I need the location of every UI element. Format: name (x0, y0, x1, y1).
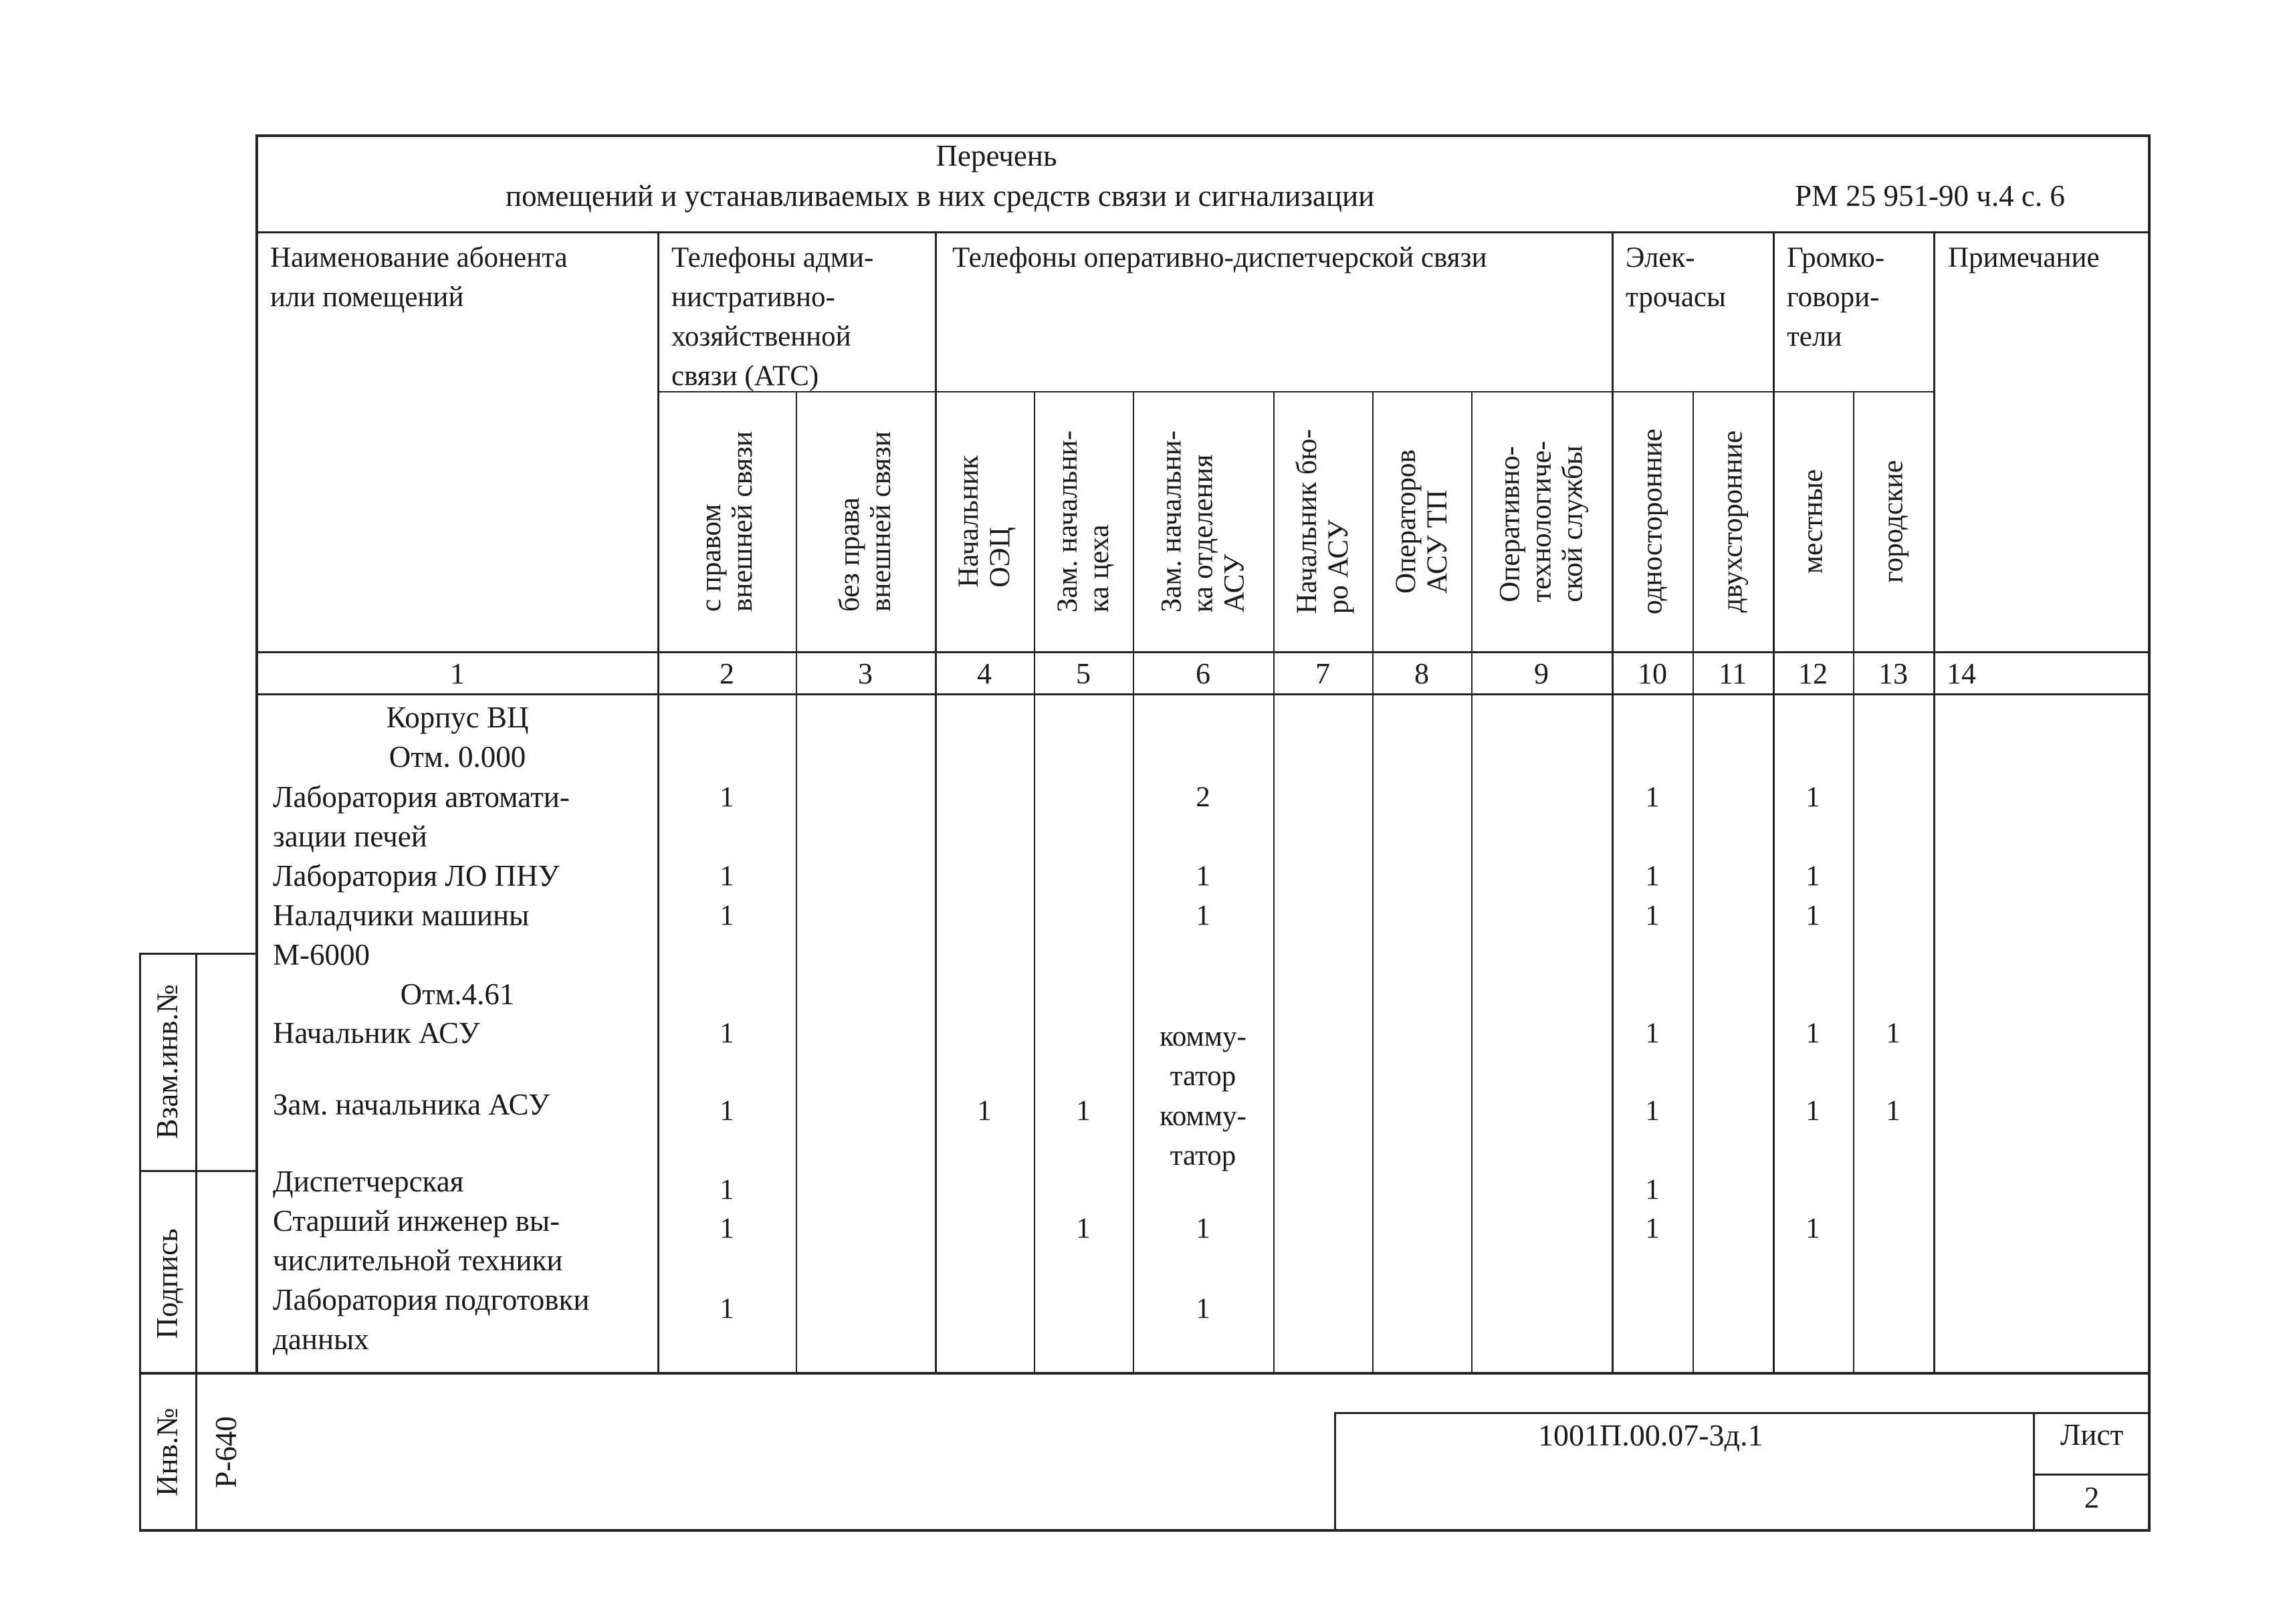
subheader-local: местные (1797, 469, 1829, 574)
table-cell: 1 (1645, 782, 1660, 813)
col-number: 1 (450, 657, 465, 690)
table-cell: 1 (1806, 1018, 1820, 1049)
document-subtitle: помещений и устанавливаемых в них средств связи и сигнализации (506, 179, 1375, 213)
table-cell: 1 (720, 1174, 734, 1205)
footer-sheet-label: Лист (2060, 1418, 2124, 1452)
table-cell: 1 (1886, 1018, 1900, 1049)
stamp-signature: Подпись (150, 1228, 184, 1339)
row-name: Корпус ВЦ (386, 701, 529, 734)
table-cell: 1 (1196, 1293, 1210, 1324)
table-cell: комму- татор (1160, 1021, 1246, 1092)
row-name: Начальник АСУ (273, 1016, 480, 1050)
table-cell: 1 (1806, 900, 1820, 931)
subheader-one-way: односторонние (1636, 429, 1668, 614)
document-code: РМ 25 951-90 ч.4 с. 6 (1795, 179, 2065, 213)
col-number: 10 (1638, 657, 1667, 690)
document-title: Перечень (936, 139, 1057, 172)
col-number: 7 (1315, 657, 1330, 690)
subheader-operational-service: Оперативно- технологиче- ской службы (1494, 441, 1589, 602)
row-name: Отм.4.61 (400, 977, 515, 1011)
row-name: Отм. 0.000 (389, 740, 526, 774)
row-name: Лаборатория ЛО ПНУ (273, 859, 560, 893)
stamp-inventory-value: Р-640 (209, 1416, 243, 1488)
col-number: 12 (1798, 657, 1828, 690)
table-cell: 1 (1196, 900, 1210, 931)
col-number: 11 (1718, 657, 1747, 690)
row-name: Лаборатория подготовки (273, 1283, 590, 1316)
subheader-head-oec: Начальник ОЭЦ (953, 455, 1016, 588)
table-cell: 1 (1806, 860, 1820, 892)
footer-doc-code: 1001П.00.07-3д.1 (1538, 1418, 1763, 1452)
subheader-deputy-dept-head: Зам. начальни- ка отделения АСУ (1156, 430, 1251, 613)
header-dispatch-phones: Телефоны оперативно-диспетчерской связи (952, 242, 1487, 273)
row-name: Старший инженер вы- (273, 1204, 560, 1238)
col-number: 9 (1534, 657, 1549, 690)
row-name: Диспетчерская (273, 1165, 464, 1198)
table-cell: 1 (1806, 1095, 1820, 1127)
subheader-two-way: двухсторонние (1717, 430, 1749, 613)
row-name: зации печей (273, 820, 427, 853)
table-cell: 1 (1645, 1213, 1660, 1244)
col-number: 3 (858, 657, 873, 690)
subheader-without-outside-line: без права внешней связи (834, 431, 897, 612)
row-name: числительной техники (273, 1244, 563, 1277)
footer-sheet-number: 2 (2084, 1481, 2100, 1514)
col-number: 5 (1076, 657, 1091, 690)
subheader-operators: Операторов АСУ ТП (1390, 449, 1453, 594)
table-cell: 1 (1645, 1095, 1660, 1127)
table-cell: 1 (720, 782, 734, 813)
col-number: 4 (977, 657, 992, 690)
header-speakers: Громко- говори- тели (1787, 242, 1885, 352)
row-name: Зам. начальника АСУ (273, 1088, 550, 1121)
table-cell: 1 (1645, 1018, 1660, 1049)
header-clocks: Элек- трочасы (1626, 242, 1726, 313)
row-name: М-6000 (273, 938, 370, 971)
row-name: Лаборатория автомати- (273, 780, 570, 814)
col-number: 14 (1947, 657, 1976, 690)
table-cell: 1 (720, 1095, 734, 1127)
row-name: Наладчики машины (273, 899, 530, 932)
row-name: данных (273, 1322, 369, 1356)
table-cell: 1 (720, 1213, 734, 1244)
table-cell: 1 (1645, 900, 1660, 931)
table-cell: 1 (977, 1095, 992, 1127)
table-cell: 1 (720, 900, 734, 931)
table-cell: 1 (1645, 860, 1660, 892)
header-name: Наименование абонента или помещений (270, 242, 568, 313)
header-admin-phones: Телефоны адми- нистративно- хозяйственной связи (АТС) (671, 242, 874, 392)
table-cell: 1 (1196, 1213, 1210, 1244)
table-cell: 1 (720, 860, 734, 892)
table-cell: 1 (1196, 860, 1210, 892)
table-cell: 1 (1886, 1095, 1900, 1127)
subheader-bureau-head: Начальник бю- ро АСУ (1291, 429, 1354, 614)
table-cell: 1 (720, 1293, 734, 1324)
table-cell: 1 (1645, 1174, 1660, 1205)
subheader-city: городские (1877, 460, 1909, 583)
col-number: 8 (1414, 657, 1429, 690)
table-cell: 2 (1196, 782, 1210, 813)
table-cell: 1 (720, 1018, 734, 1049)
stamp-replacement-inv: Взам.инв.№ (150, 984, 184, 1139)
table-cell: комму- татор (1160, 1100, 1246, 1171)
subheader-with-outside-line: с правом внешней связи (695, 431, 758, 612)
table-cell: 1 (1076, 1213, 1091, 1244)
table-cell: 1 (1806, 782, 1820, 813)
col-number: 13 (1878, 657, 1908, 690)
col-number: 6 (1196, 657, 1210, 690)
col-number: 2 (720, 657, 734, 690)
stamp-inventory: Инв.№ (150, 1407, 184, 1497)
table-cell: 1 (1076, 1095, 1091, 1127)
header-note: Примечание (1948, 242, 2100, 273)
table-cell: 1 (1806, 1213, 1820, 1244)
subheader-deputy-shop-head: Зам. начальни- ка цеха (1052, 430, 1115, 613)
